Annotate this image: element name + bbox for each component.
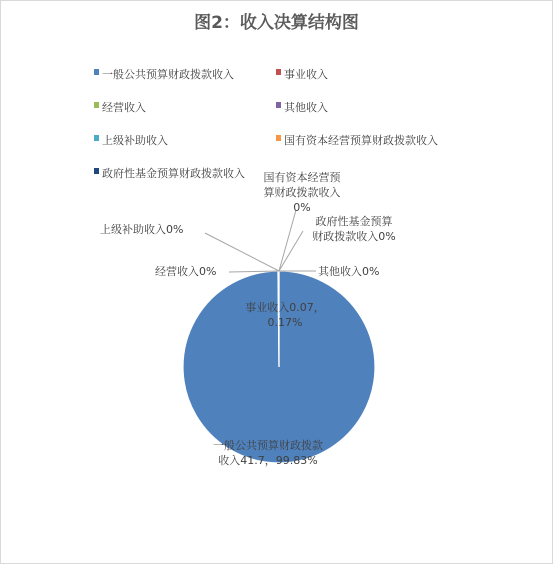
data-label-line: 其他收入0% (318, 265, 380, 278)
data-label-line: 0.17% (267, 316, 303, 329)
data-label-line: 经营收入0% (155, 265, 217, 278)
data-label-line: 政府性基金预算 (315, 215, 393, 228)
data-label-line: 事业收入0.07， (245, 301, 325, 314)
leader-line (279, 231, 303, 271)
data-label-line: 0% (293, 201, 311, 214)
data-label (155, 264, 216, 278)
data-label-line: 一般公共预算财政拨款 (213, 439, 323, 452)
data-label-line: 上级补助收入0% (100, 223, 184, 236)
data-label-line: 财政拨款收入0% (312, 230, 396, 243)
leader-line (279, 210, 296, 271)
legend-label: 其他收入 (284, 101, 328, 114)
legend-label: 政府性基金预算财政拨款收入 (102, 167, 245, 180)
legend-label: 国有资本经营预算财政拨款收入 (284, 134, 438, 147)
legend-label: 一般公共预算财政拨款收入 (102, 68, 234, 81)
legend-label: 经营收入 (102, 101, 146, 114)
legend-label: 事业收入 (284, 68, 328, 81)
legend-label: 上级补助收入 (102, 134, 168, 147)
data-label-line: 国有资本经营预 (263, 171, 341, 184)
data-label (264, 170, 341, 214)
data-label-line: 收入41.7，99.83% (218, 454, 318, 467)
data-label (312, 214, 395, 243)
data-label-line: 算财政拨款收入 (263, 186, 341, 199)
data-label (100, 222, 183, 236)
data-label (318, 264, 379, 278)
chart-title: 图2：收入决算结构图 (194, 13, 359, 33)
